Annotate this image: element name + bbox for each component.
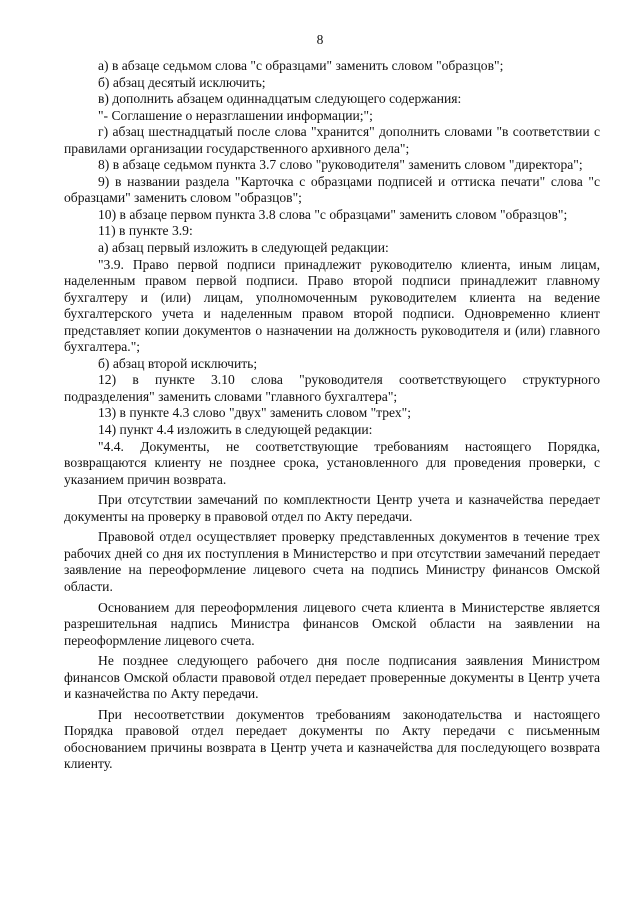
paragraph: г) абзац шестнадцатый после слова "хранится" дополнить словами "в соответствии с правилами организации государственного архивного дела"; bbox=[64, 124, 600, 156]
paragraph: Не позднее следующего рабочего дня после подписания заявления Министром финансов Омской области правовой отдел передает проверенные документы в Центр учета и казначейства по Акту передачи. bbox=[64, 653, 600, 702]
paragraph: 13) в пункте 4.3 слово "двух" заменить словом "трех"; bbox=[98, 405, 412, 421]
page-number: 8 bbox=[316, 32, 324, 47]
paragraph: "3.9. Право первой подписи принадлежит руководителю клиента, иным лицам, наделенным правом первой подписи. Право второй подписи принадлежит главному бухгалтеру и (или) лицам, уполномоченным руководителем клиента на ведение бухгалтерского учета и наделенным правом второй подписи. Одновременно клиент представляет копии документов о назначении на должность руководителя и (или) главного бухгалтера."; bbox=[64, 256, 600, 355]
paragraph: а) абзац первый изложить в следующей редакции: bbox=[98, 240, 389, 256]
paragraph: а) в абзаце седьмом слова "с образцами" заменить словом "образцов"; bbox=[98, 58, 504, 73]
paragraph: 11) в пункте 3.9: bbox=[98, 223, 193, 239]
paragraph: Правовой отдел осуществляет проверку представленных документов в течение трех рабочих дней со дня их поступления в Министерство и при отсутствии замечаний передает заявление на переоформление лицевого счета на подпись Министру финансов Омской области. bbox=[64, 529, 600, 594]
paragraph: б) абзац десятый исключить; bbox=[98, 74, 266, 90]
document-body bbox=[64, 58, 600, 773]
paragraph: При отсутствии замечаний по комплектности Центр учета и казначейства передает документы на проверку в правовой отдел по Акту передачи. bbox=[64, 492, 600, 524]
paragraph: 14) пункт 4.4 изложить в следующей редакции: bbox=[98, 422, 373, 438]
paragraph: 10) в абзаце первом пункта 3.8 слова "с образцами" заменить словом "образцов"; bbox=[98, 206, 568, 222]
paragraph: 12) в пункте 3.10 слова "руководителя соответствующего структурного подразделения" заменить словами "главного бухгалтера"; bbox=[64, 372, 600, 404]
paragraph: "- Соглашение о неразглашении информации;"; bbox=[98, 107, 373, 123]
paragraph: в) дополнить абзацем одиннадцатым следующего содержания: bbox=[98, 91, 462, 107]
paragraph: При несоответствии документов требованиям законодательства и настоящего Порядка правовой отдел передает документы по Акту передачи с письменным обоснованием причины возврата в Центр учета и казначейства для последующего возврата клиенту. bbox=[64, 706, 600, 772]
paragraph: 8) в абзаце седьмом пункта 3.7 слово "руководителя" заменить словом "директора"; bbox=[98, 157, 583, 173]
paragraph: б) абзац второй исключить; bbox=[98, 355, 258, 371]
paragraph: "4.4. Документы, не соответствующие требованиям настоящего Порядка, возвращаются клиенту не позднее срока, установленного для проведения проверки, с указанием причин возврата. bbox=[64, 438, 600, 487]
paragraph: Основанием для переоформления лицевого счета клиента в Министерстве является разрешительная надпись Министра финансов Омской области на заявлении на переоформление лицевого счета. bbox=[64, 599, 600, 648]
paragraph: 9) в названии раздела "Карточка с образцами подписей и оттиска печати" слова "с образцами" заменить словом "образцов"; bbox=[64, 173, 600, 206]
